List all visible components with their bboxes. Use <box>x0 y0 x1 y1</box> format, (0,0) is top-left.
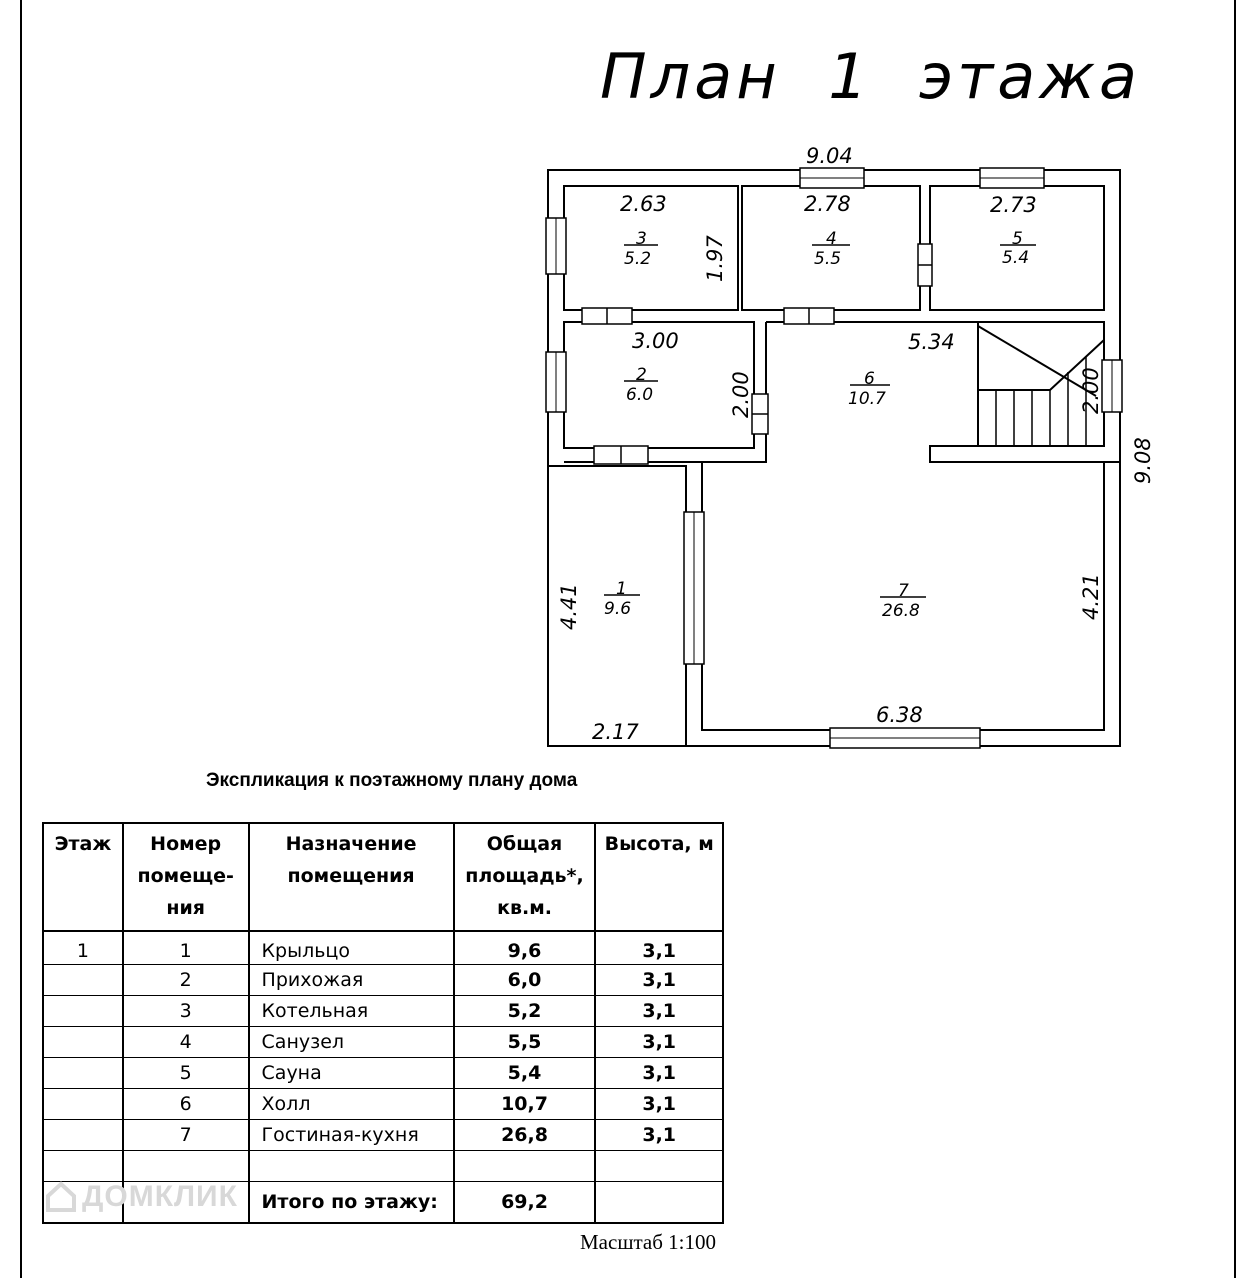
explication-title: Экспликация к поэтажному плану дома <box>206 770 578 791</box>
dim-overall-width: 9.04 <box>806 144 853 168</box>
cell-area: 9,6 <box>454 931 596 965</box>
room-5-area: 5.4 <box>1002 248 1030 268</box>
hall-left-wall <box>702 322 1104 730</box>
cell-floor <box>43 1120 123 1151</box>
cell-name: Крыльцо <box>249 931 454 965</box>
dim-room2-width: 3.00 <box>632 329 679 353</box>
dim-room2-depth: 2.00 <box>729 371 753 418</box>
cell-area: 5,5 <box>454 1027 596 1058</box>
cell-floor <box>43 1089 123 1120</box>
header-room-number: Номер помеще- ния <box>123 823 249 931</box>
cell-floor <box>43 996 123 1027</box>
cell-height: 3,1 <box>595 1027 723 1058</box>
scale-label: Масштаб 1:100 <box>580 1230 717 1254</box>
table-row <box>43 965 723 996</box>
room-1-number: 1 <box>616 579 627 599</box>
room-2-number: 2 <box>636 365 647 385</box>
cell-height: 3,1 <box>595 965 723 996</box>
cell-area: 6,0 <box>454 965 596 996</box>
room-4-area: 5.5 <box>814 249 842 269</box>
cell-floor <box>43 1027 123 1058</box>
room-4-number: 4 <box>826 229 837 249</box>
cell-name: Холл <box>249 1089 454 1120</box>
header-area: Общая площадь*, кв.м. <box>454 823 596 931</box>
dim-porch-depth: 4.41 <box>557 583 581 630</box>
cell-number: 2 <box>123 965 249 996</box>
room-3-number: 3 <box>636 229 647 249</box>
header-purpose: Назначение помещения <box>249 823 454 931</box>
watermark <box>44 1180 238 1214</box>
dim-room5-width: 2.73 <box>990 193 1037 217</box>
house-icon <box>44 1180 78 1214</box>
plan-title: План 1 этажа <box>600 40 1142 113</box>
dim-hall-width: 5.34 <box>908 330 955 354</box>
watermark-text: ДОМКЛИК <box>82 1180 238 1213</box>
cell-height: 3,1 <box>595 1058 723 1089</box>
table-row <box>43 1089 723 1120</box>
cell-name: Санузел <box>249 1027 454 1058</box>
dim-living-width: 6.38 <box>876 703 923 727</box>
total-area: 69,2 <box>454 1182 596 1224</box>
table-header-row <box>43 823 723 931</box>
room-2-area: 6.0 <box>626 385 654 405</box>
room-3-area: 5.2 <box>624 249 652 269</box>
header-floor: Этаж <box>43 823 123 931</box>
table-row <box>43 1058 723 1089</box>
table-row <box>43 1027 723 1058</box>
cell-area: 5,2 <box>454 996 596 1027</box>
total-label: Итого по этажу: <box>249 1182 454 1224</box>
room-6-number: 6 <box>864 369 875 389</box>
cell-number: 6 <box>123 1089 249 1120</box>
room-label-fraction-lines <box>604 245 1036 597</box>
cell-number: 4 <box>123 1027 249 1058</box>
room-6-area: 10.7 <box>848 389 886 409</box>
cell-area: 26,8 <box>454 1120 596 1151</box>
cell-floor <box>43 965 123 996</box>
cell-height: 3,1 <box>595 1120 723 1151</box>
door-leaf-marks <box>607 265 932 464</box>
explication-table <box>42 822 724 1224</box>
cell-area: 10,7 <box>454 1089 596 1120</box>
room-7-area: 26.8 <box>882 601 920 621</box>
table-row <box>43 931 723 965</box>
cell-number: 3 <box>123 996 249 1027</box>
table-row <box>43 1120 723 1151</box>
dim-overall-depth: 9.08 <box>1131 437 1155 484</box>
cell-name: Сауна <box>249 1058 454 1089</box>
dim-room3-width: 2.63 <box>620 192 667 216</box>
cell-name: Гостиная-кухня <box>249 1120 454 1151</box>
cell-name: Котельная <box>249 996 454 1027</box>
cell-number: 1 <box>123 931 249 965</box>
cell-number: 5 <box>123 1058 249 1089</box>
cell-floor <box>43 1058 123 1089</box>
room-7-number: 7 <box>898 581 909 601</box>
header-height: Высота, м <box>595 823 723 931</box>
cell-area: 5,4 <box>454 1058 596 1089</box>
cell-name: Прихожая <box>249 965 454 996</box>
cell-number: 7 <box>123 1120 249 1151</box>
dim-living-depth: 4.21 <box>1079 573 1103 620</box>
table-row <box>43 996 723 1027</box>
room-5-number: 5 <box>1012 229 1023 249</box>
doors <box>582 244 932 464</box>
cell-height: 3,1 <box>595 996 723 1027</box>
dim-porch-width: 2.17 <box>592 720 639 744</box>
dim-room3-depth: 1.97 <box>703 235 727 282</box>
dim-stair-depth: 2.00 <box>1079 367 1103 414</box>
cell-floor: 1 <box>43 931 123 965</box>
cell-height: 3,1 <box>595 931 723 965</box>
cell-height: 3,1 <box>595 1089 723 1120</box>
room-1-area: 9.6 <box>604 599 632 619</box>
dim-room4-width: 2.78 <box>804 192 851 216</box>
table-row-empty <box>43 1151 723 1182</box>
